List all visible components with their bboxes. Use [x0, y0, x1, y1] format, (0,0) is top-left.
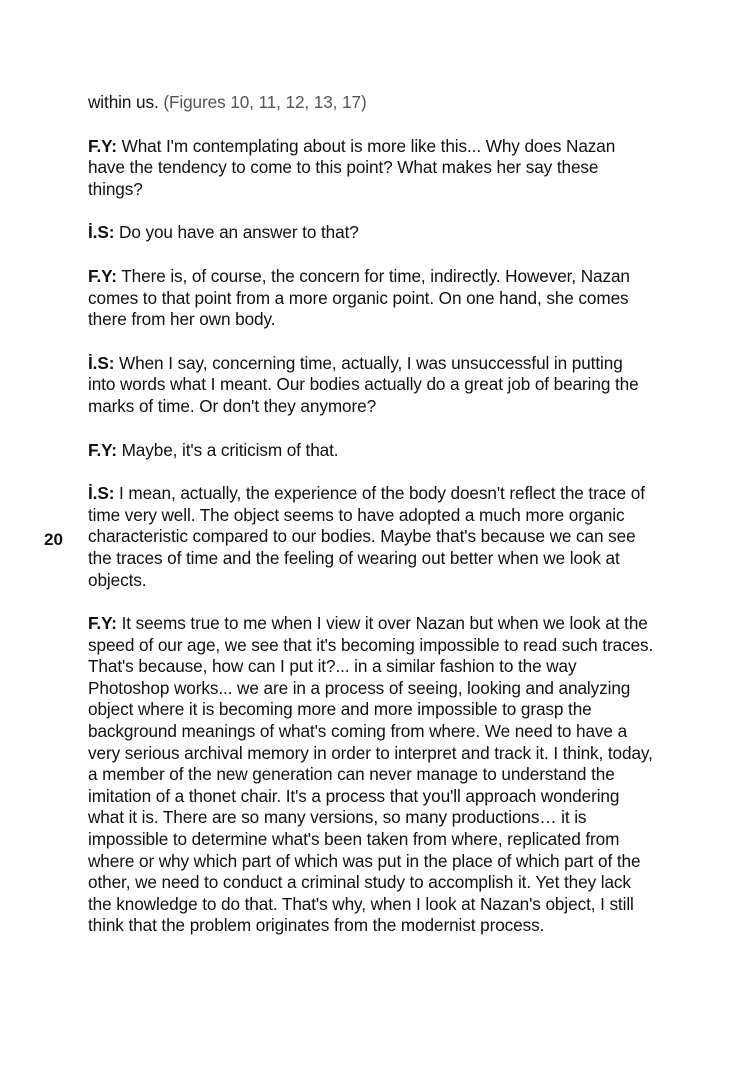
figure-reference: (Figures 10, 11, 12, 13, 17)	[163, 92, 367, 112]
speaker-label: F.Y:	[88, 613, 117, 634]
dialogue-text: There is, of course, the concern for time, indirectly. However, Nazan comes to that point from a more organic point. On one hand, she comes there from her own body.	[88, 265, 630, 330]
speaker-label: F.Y:	[88, 265, 117, 286]
speaker-label: İ.S:	[88, 222, 115, 243]
dialogue-text: Do you have an answer to that?	[114, 222, 359, 243]
speaker-label: F.Y:	[88, 135, 117, 156]
dialogue-paragraph	[88, 440, 654, 462]
speaker-label: F.Y:	[88, 439, 117, 460]
dialogue-text: When I say, concerning time, actually, I was unsuccessful in putting into words what I meant. Our bodies actually do a great job of bearing the marks of time. Or don't they anymore?	[88, 352, 639, 416]
speaker-label: İ.S:	[88, 483, 115, 504]
dialogue-paragraph	[88, 222, 654, 244]
speaker-label: İ.S:	[88, 352, 115, 373]
dialogue-paragraph	[88, 353, 654, 418]
page-number: 20	[44, 530, 63, 549]
intro-paragraph	[88, 92, 654, 114]
dialogue-text: It seems true to me when I view it over Nazan but when we look at the speed of our age, we see that it's becoming impossible to read such traces. That's because, how can I put it?... in a similar fashion to the way Photoshop works... we are in a process of seeing, looking and analyzing object where it is becoming more and more impossible to grasp the background meanings of what's coming from where. We need to have a very serious archival memory in order to interpret and track it. I think, today, a member of the new generation can never manage to understand the imitation of a thonet chair. It's a process that you'll approach wondering what it is. There are so many versions, so many productions… it is impossible to determine what's been taken from where, replicated from where or why which part of which was put in the place of which part of the other, we need to conduct a criminal study to accomplish it. Yet they lack the knowledge to do that. That's why, when I look at Nazan's object, I still think that the problem originates from the modernist process.	[88, 613, 654, 936]
interview-text-column	[88, 92, 654, 959]
dialogue-paragraph	[88, 266, 654, 331]
dialogue-paragraph	[88, 483, 654, 591]
dialogue-text: What I'm contemplating about is more like this... Why does Nazan have the tendency to come to this point? What makes her say these things?	[88, 135, 616, 199]
dialogue-text: Maybe, it's a criticism of that.	[116, 439, 339, 460]
dialogue-paragraph	[88, 613, 654, 937]
intro-text: within us.	[88, 92, 164, 112]
dialogue-paragraph	[88, 136, 654, 201]
dialogue-text: I mean, actually, the experience of the body doesn't reflect the trace of time very well. The object seems to have adopted a much more organic characteristic compared to our bodies. Maybe that's because we can see the traces of time and the feeling of wearing out better when we look at objects.	[88, 483, 645, 590]
